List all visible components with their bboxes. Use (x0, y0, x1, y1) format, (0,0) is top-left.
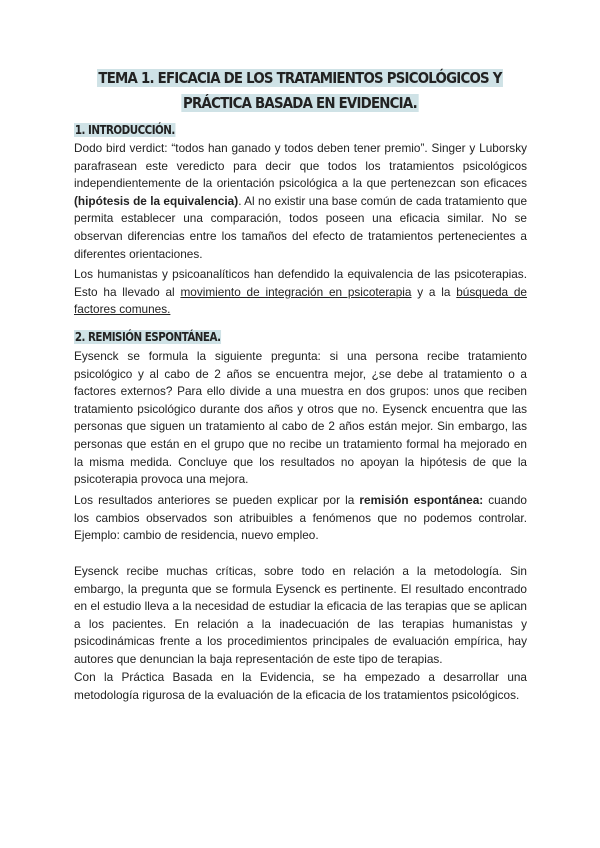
paragraph-intro-1 (74, 140, 527, 263)
paragraph-intro-2 (74, 266, 527, 319)
underlined-term-integracion: movimiento de integración en psicoterapia (180, 284, 412, 299)
text-run: . Al no existir una base común de cada tratamiento que permita establecer una comparación, todos poseen una eficacia similar. No se observan diferencias entre los tamaños del efecto de tratamientos pertenecientes a diferentes orientaciones. (74, 193, 528, 261)
bold-term-hipotesis: (hipótesis de la equivalencia) (74, 193, 239, 208)
text-run: Eysenck recibe muchas críticas, sobre todo en relación a la metodología. Sin embargo, la pregunta que se formula Eysenck es pertinente. El resultado encontrado en el estudio lleva a la necesidad de estudiar la eficacia de las terapias que se aplican a los pacientes. En relación a la inadecuación de las terapias humanistas y psicodinámicas frente a los procedimientos principales de evaluación empírica, hay autores que denuncian la baja representación de este tipo de terapias. (74, 564, 527, 666)
document-title (94, 66, 507, 116)
text-run: Los resultados anteriores se pueden explicar por la (74, 493, 360, 507)
text-run: cuando los cambios observados son atribuibles a fenómenos que no podemos controlar. Ejemplo: cambio de residencia, nuevo empleo. (74, 493, 527, 543)
paragraph-remision-2 (74, 492, 527, 545)
document-title-text: TEMA 1. EFICACIA DE LOS TRATAMIENTOS PSICOLÓGICOS Y PRÁCTICA BASADA EN EVIDENCIA. (98, 69, 502, 112)
text-run: Con la Práctica Basada en la Evidencia, se ha empezado a desarrollar una metodología rigurosa de la evaluación de la eficacia de los tratamientos psicológicos. (74, 670, 527, 702)
section-heading-introduccion (74, 122, 176, 138)
text-run: Eysenck se formula la siguiente pregunta: si una persona recibe tratamiento psicológico y al cabo de 2 años se encuentra mejor, ¿se debe al tratamiento o a factores externos? Para ello divide a una muestra en dos grupos: unos que reciben tratamiento psicológico durante dos años y otros que no. Eysenck encuentra que las personas que siguen un tratamiento al cabo de 2 años están mejor. Sin embargo, las personas que están en el grupo que no recibe un tratamiento formal ha mejorado en la misma medida. Concluye que los resultados no apoyan la hipótesis de que la psicoterapia provoca una mejora. (74, 349, 527, 487)
text-run: Los humanistas y psicoanalíticos han defendido la equivalencia de las psicoterapias. Esto ha llevado al (74, 267, 527, 299)
text-run: y a la (411, 284, 457, 299)
section-heading-text: 1. INTRODUCCIÓN. (74, 123, 175, 137)
paragraph-remision-4 (74, 669, 527, 704)
section-heading-text: 2. REMISIÓN ESPONTÁNEA. (74, 330, 221, 344)
paragraph-remision-1 (74, 348, 527, 489)
bold-term-remision: remisión espontánea: (359, 493, 484, 507)
section-heading-remision (74, 329, 221, 345)
underlined-term-factores: búsqueda de factores comunes. (74, 284, 527, 317)
paragraph-remision-3 (74, 563, 527, 669)
text-run: Dodo bird verdict: “todos han ganado y todos deben tener premio”. Singer y Luborsky parafrasean este veredicto para decir que todos los tratamientos psicológicos independientemente de la orientación psicológica a la que pertenezcan son eficaces (74, 141, 527, 191)
